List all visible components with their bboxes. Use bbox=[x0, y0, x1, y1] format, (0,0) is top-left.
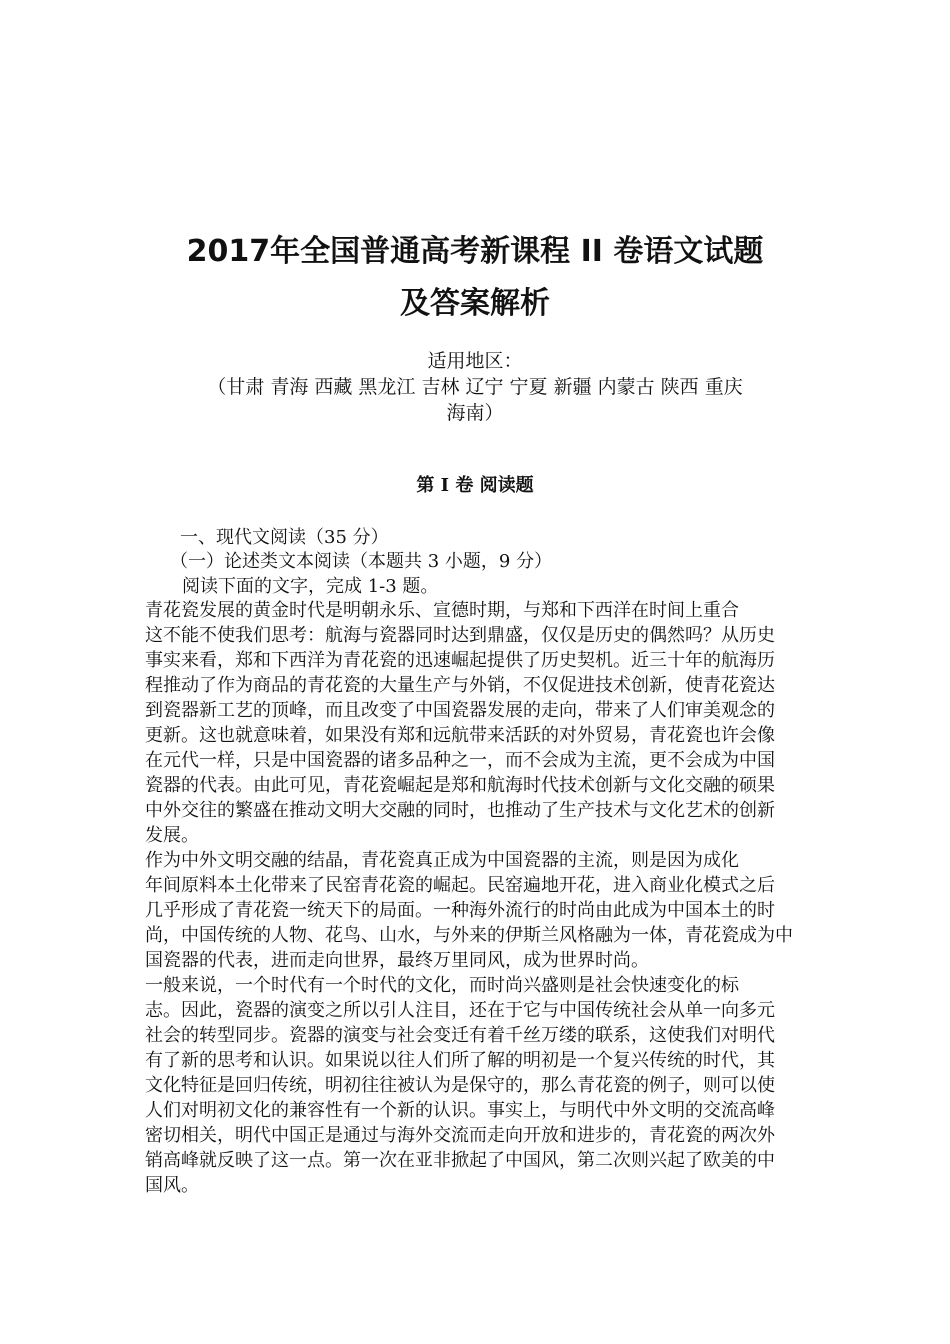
paragraph-line: 到瓷器新工艺的顶峰，而且改变了中国瓷器发展的走向，带来了人们审美观念的 bbox=[145, 700, 775, 721]
document-title-line1: 2017年全国普通高考新课程 II 卷语文试题 bbox=[186, 234, 764, 269]
paragraph-line: 事实来看，郑和下西洋为青花瓷的迅速崛起提供了历史契机。近三十年的航海历 bbox=[145, 650, 775, 671]
paragraph-line: 文化特征是回归传统，明初往往被认为是保守的，那么青花瓷的例子，则可以使 bbox=[145, 1075, 775, 1096]
paragraph-line: 国瓷器的代表，进而走向世界，最终万里同风，成为世界时尚。 bbox=[145, 950, 649, 971]
reading-instruction: 阅读下面的文字，完成 1-3 题。 bbox=[182, 576, 439, 597]
region-label: 适用地区： bbox=[427, 350, 523, 372]
paragraph-line: 更新。这也就意味着，如果没有郑和远航带来活跃的对外贸易，青花瓷也许会像 bbox=[145, 725, 775, 746]
paragraph-line: 销高峰就反映了这一点。第一次在亚非掀起了中国风，第二次则兴起了欧美的中 bbox=[145, 1150, 775, 1171]
document-title-line2: 及答案解析 bbox=[400, 286, 550, 321]
paragraph-line: 瓷器的代表。由此可见，青花瓷崛起是郑和航海时代技术创新与文化交融的硕果 bbox=[145, 775, 775, 796]
paragraph-line: 有了新的思考和认识。如果说以往人们所了解的明初是一个复兴传统的时代，其 bbox=[145, 1050, 775, 1071]
paragraph-line: 一般来说，一个时代有一个时代的文化，而时尚兴盛则是社会快速变化的标 bbox=[145, 975, 739, 996]
section-title: 第 I 卷 阅读题 bbox=[416, 475, 534, 496]
paragraph-line: 中外交往的繁盛在推动文明大交融的同时，也推动了生产技术与文化艺术的创新 bbox=[145, 800, 775, 821]
paragraph-line: 年间原料本土化带来了民窑青花瓷的崛起。民窑遍地开花，进入商业化模式之后 bbox=[145, 875, 775, 896]
paragraph-line: 这不能不使我们思考：航海与瓷器同时达到鼎盛，仅仅是历史的偶然吗？从历史 bbox=[145, 625, 775, 646]
paragraph-line: 作为中外文明交融的结晶，青花瓷真正成为中国瓷器的主流，则是因为成化 bbox=[145, 850, 739, 871]
heading-part1-sub: （一）论述类文本阅读（本题共 3 小题，9 分） bbox=[170, 551, 553, 572]
paragraph-line: 青花瓷发展的黄金时代是明朝永乐、宣德时期，与郑和下西洋在时间上重合 bbox=[145, 600, 739, 621]
paragraph-line: 社会的转型同步。瓷器的演变与社会变迁有着千丝万缕的联系，这使我们对明代 bbox=[145, 1025, 775, 1046]
paragraph-line: 密切相关，明代中国正是通过与海外交流而走向开放和进步的，青花瓷的两次外 bbox=[145, 1125, 775, 1146]
paragraph-line: 尚，中国传统的人物、花鸟、山水，与外来的伊斯兰风格融为一体，青花瓷成为中 bbox=[145, 925, 793, 946]
paragraph-line: 几乎形成了青花瓷一统天下的局面。一种海外流行的时尚由此成为中国本土的时 bbox=[145, 900, 775, 921]
region-list-line2: 海南） bbox=[446, 402, 504, 424]
paragraph-line: 国风。 bbox=[145, 1175, 199, 1196]
paragraph-line: 人们对明初文化的兼容性有一个新的认识。事实上，与明代中外文明的交流高峰 bbox=[145, 1100, 775, 1121]
paragraph-line: 志。因此，瓷器的演变之所以引人注目，还在于它与中国传统社会从单一向多元 bbox=[145, 1000, 775, 1021]
paragraph-line: 发展。 bbox=[145, 825, 199, 846]
paragraph-line: 程推动了作为商品的青花瓷的大量生产与外销，不仅促进技术创新，使青花瓷达 bbox=[145, 675, 775, 696]
heading-part1: 一、现代文阅读（35 分） bbox=[180, 527, 389, 548]
region-list-line1: （甘肃 青海 西藏 黑龙江 吉林 辽宁 宁夏 新疆 内蒙古 陕西 重庆 bbox=[207, 376, 743, 398]
paragraph-line: 在元代一样，只是中国瓷器的诸多品种之一，而不会成为主流，更不会成为中国 bbox=[145, 750, 775, 771]
